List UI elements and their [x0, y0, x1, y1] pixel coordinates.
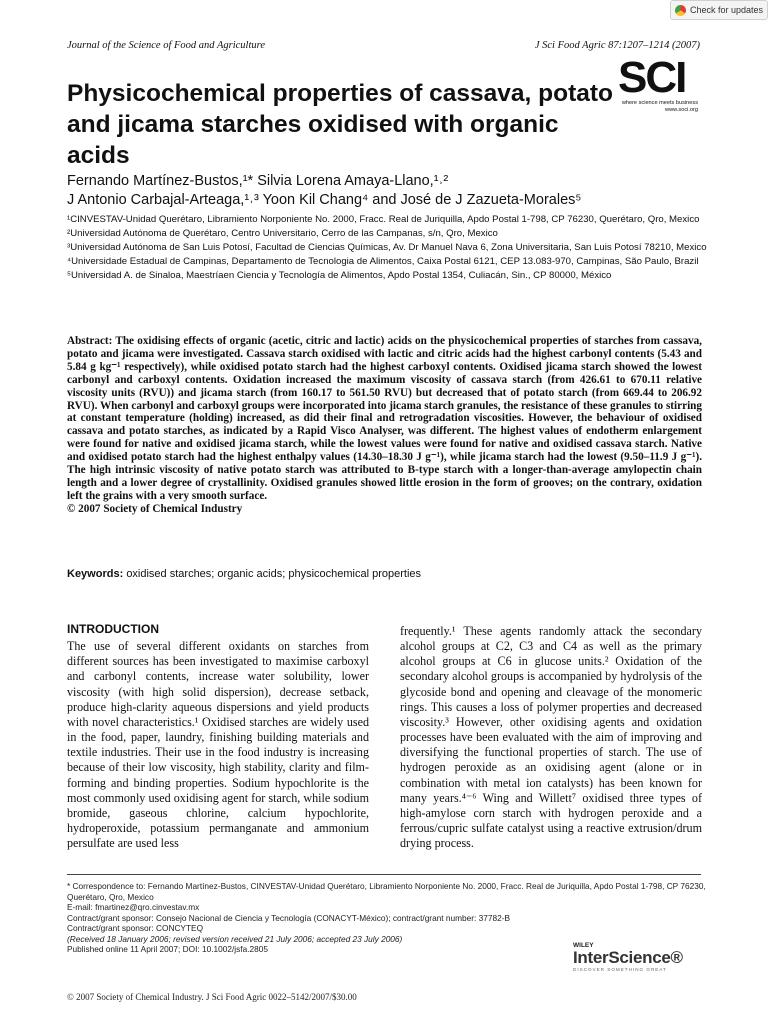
journal-citation: J Sci Food Agric 87:1207–1214 (2007)	[534, 40, 700, 51]
interscience-label: InterScience®	[573, 948, 683, 967]
body-column-right	[400, 624, 702, 851]
sci-logo-tagline: where science meets business	[621, 100, 698, 106]
section-heading: INTRODUCTION	[67, 622, 159, 636]
affiliations	[67, 213, 707, 283]
affiliation: ⁴Universidade Estadual de Campinas, Departamento de Tecnologia de Alimentos, Caixa Postal 6121, CEP 13.083-970, Campinas, São Paulo, Brazil	[67, 256, 699, 267]
abstract-copyright: © 2007 Society of Chemical Industry	[67, 502, 243, 515]
author-list	[67, 172, 707, 210]
correspondence: * Correspondence to: Fernando Martínez-Bustos, CINVESTAV-Unidad Querétaro, Libramiento Norponiente No. 2000, Fracc. Real de Juriquilla, Apdo Postal 1-798, CP 76230, Querétaro, Qro, Mexico	[67, 881, 706, 902]
affiliation: ⁵Universidad A. de Sinaloa, Maestríaen Ciencia y Tecnología de Alimentos, Apdo Postal 1354, Culiacán, Sin., CP 80000, México	[67, 270, 612, 281]
received-dates: (Received 18 January 2006; revised version received 21 July 2006; accepted 23 July 2006)	[67, 933, 403, 944]
wiley-interscience-logo	[573, 942, 703, 976]
sci-logo	[618, 53, 702, 120]
grant-sponsor: Contract/grant sponsor: Consejo Nacional de Ciencia y Tecnología (CONACYT-México); contract/grant number: 37782-B	[67, 912, 511, 923]
body-text-left: The use of several different oxidants on starches from different sources has been investigated to maximise carboxyl and carbonyl contents, increase water solubility, lower viscosity (with high solid dispersion), decrease setback, produce high-clarity aqueous dispersions and yield products with novel characteristics.¹ Oxidised starches are widely used in the food, paper, laundry, finishing building materials and textile industries. Their use in the food industry is increasing because of their low viscosity, high stability, clarity and film-forming and binding properties. Sodium hypochlorite is the most commonly used oxidising agent for starch, while sodium bromide, gaseous chlorine, calcium hypochlorite, hydroperoxide, potassium permanganate and ammonium persulfate are used less	[67, 639, 369, 851]
journal-name: Journal of the Science of Food and Agriculture	[67, 40, 266, 51]
published-online: Published online 11 April 2007; DOI: 10.1002/jsfa.2805	[67, 944, 268, 954]
grant-sponsor: Contract/grant sponsor: CONCYTEQ	[67, 923, 204, 933]
sci-logo-mark: SCI	[618, 53, 686, 102]
keywords-text: oxidised starches; organic acids; physicochemical properties	[126, 568, 422, 580]
affiliation: ¹CINVESTAV-Unidad Querétaro, Libramiento Norponiente No. 2000, Fracc. Real de Juriquilla, Apdo Postal 1-798, CP 76230, Querétaro, Qro, Mexico	[67, 214, 700, 225]
keywords-label: Keywords:	[67, 568, 124, 580]
article-title: Physicochemical properties of cassava, potato and jicama starches oxidised with organic acids	[67, 80, 614, 169]
wiley-label: WILEY	[573, 942, 594, 949]
wiley-tagline: DISCOVER SOMETHING GREAT	[573, 967, 667, 972]
body-text-right: frequently.¹ These agents randomly attack the secondary alcohol groups at C2, C3 and C4 as well as the primary alcohol groups at C6 in glucose units.² Oxidation of the secondary alcohol groups is accompanied by hydrolysis of the glycoside bond and opening and cleavage of the monomeric rings. This causes a loss of polymer properties and decreased viscosity.³ However, other oxidising agents and oxidation processes have been evaluated with the aim of improving and diversifying the functional properties of starch. The use of hydrogen peroxide as an oxidising agent (alone or in combination with metal ion catalysts) has been known for many years.⁴⁻⁶ Wing and Willett⁷ oxidised three types of high-amylose corn starch with hydrogen peroxide and a ferrous/cupric sulfate catalyst using a reactive extrusion/drum drying process.	[400, 624, 702, 851]
body-column-left	[67, 622, 369, 851]
check-for-updates-button[interactable]	[670, 0, 768, 20]
sci-logo-url: www.soci.org	[665, 107, 698, 113]
footnote-divider	[67, 874, 701, 875]
keywords	[67, 568, 707, 580]
affiliation: ³Universidad Autónoma de San Luis Potosí, Facultad de Ciencias Químicas, Av. Dr Manuel Nava 6, Zona Universitaria, San Luis Potosí 78210, Mexico	[67, 242, 707, 253]
page-footer: © 2007 Society of Chemical Industry. J Sci Food Agric 0022–5142/2007/$30.00	[67, 992, 357, 1002]
abstract-label: Abstract:	[67, 335, 113, 347]
check-for-updates-label: Check for updates	[690, 5, 764, 15]
abstract-text: The oxidising effects of organic (acetic, citric and lactic) acids on the physicochemical properties of starches from cassava, potato and jicama were investigated. Cassava starch oxidised with lactic and citric acids had the highest carbonyl contents (5.43 and 5.84 g kg⁻¹ respectively), while oxidised potato starch had the highest carboxyl contents. Oxidised jicama starch showed the lowest carbonyl and carboxyl contents. Oxidation increased the maximum viscosity of cassava starch (from 426.61 to 670.11 relative viscosity units (RVU)) and jicama starch (from 160.17 to 561.50 RVU) but decreased that of potato starch (from 669.44 to 206.92 RVU). When carbonyl and carboxyl groups were incorporated into jicama starch granules, the resistance of these granules to stirring at constant temperature (holding) increased, as did their final and retrogradation viscosities. However, the behaviour of oxidised cassava and potato starches, as indicated by a Rapid Visco Analyser, was different. The highest values of endotherm enlargement were found for native and oxidised jicama starch, while the lowest values were found for native and oxidised cassava starch. Native and oxidised potato starch had the highest enthalpy values (14.30–18.30 J g⁻¹), while jicama starch had the lowest (9.50–11.9 J g⁻¹). The high intrinsic viscosity of native potato starch was attributed to B-type starch with a longer-than-average amylopectin chain length and a lower degree of crystallinity. Oxidised granules showed little erosion in the form of grooves; on the contrary, oxidation left the grains with a very smooth surface.	[67, 335, 702, 502]
abstract	[67, 335, 702, 516]
affiliation: ²Universidad Autónoma de Querétaro, Centro Universitario, Cerro de las Campanas, s/n, Qro, Mexico	[67, 228, 498, 239]
authors-line-1: Fernando Martínez-Bustos,¹* Silvia Lorena Amaya-Llano,¹˒²	[67, 173, 449, 189]
crossmark-icon	[675, 5, 686, 16]
authors-line-2: J Antonio Carbajal-Arteaga,¹˒³ Yoon Kil Chang⁴ and José de J Zazueta-Morales⁵	[67, 192, 582, 208]
email[interactable]: E-mail: fmartinez@qro.cinvestav.mx	[67, 902, 200, 912]
